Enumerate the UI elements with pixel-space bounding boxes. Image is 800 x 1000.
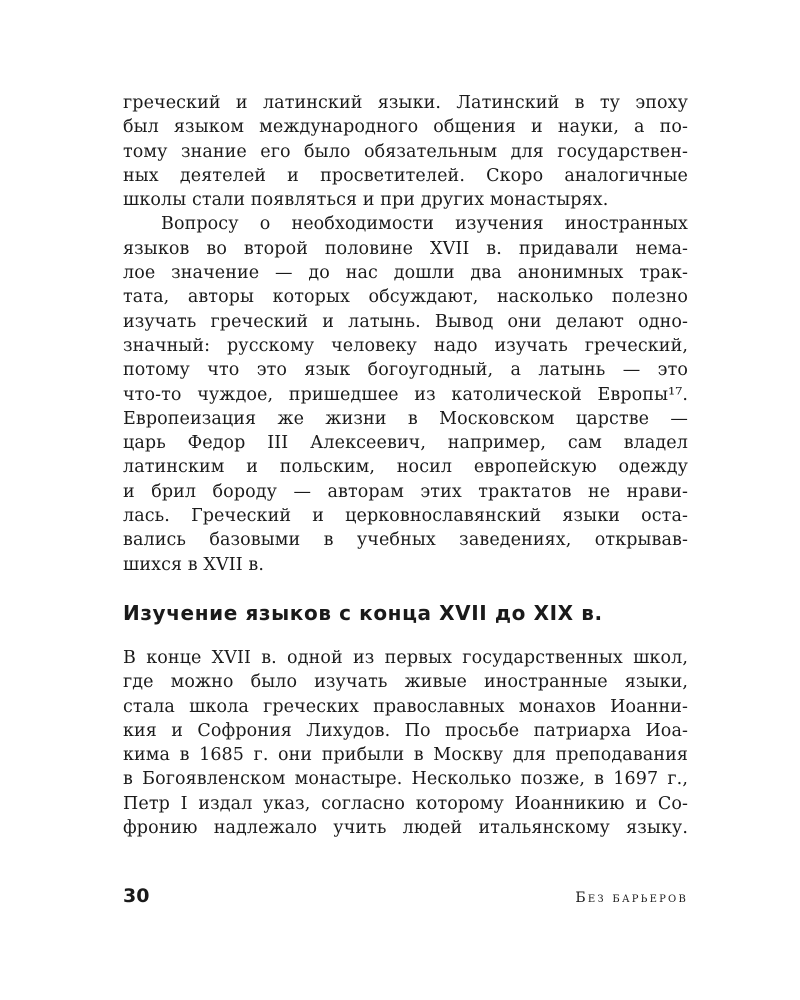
text-line: Петр I издал указ, согласно которому Иоанникию и Со- bbox=[123, 793, 688, 814]
text-line: фронию надлежало учить людей итальянскому языку. bbox=[123, 818, 688, 839]
text-line: лась. Греческий и церковнославянский языки оста- bbox=[123, 506, 688, 527]
text-line: вались базовыми в учебных заведениях, открывав- bbox=[123, 530, 688, 551]
text-line: языков во второй половине XVII в. придавали нема- bbox=[123, 238, 688, 259]
paragraph-3 bbox=[123, 646, 688, 840]
running-title: Без барьеров bbox=[575, 890, 688, 906]
text-line: шихся в XVII в. bbox=[123, 554, 265, 575]
text-line: изучать греческий и латынь. Вывод они делают одно- bbox=[123, 311, 688, 332]
text-line: кия и Софрония Лихудов. По просьбе патриарха Иоа- bbox=[123, 720, 688, 741]
text-line: ных деятелей и просветителей. Скоро аналогичные bbox=[123, 165, 688, 186]
text-line: стала школа греческих православных монахов Иоанни- bbox=[123, 696, 688, 717]
page-number: 30 bbox=[123, 885, 150, 907]
text-line: тому знание его было обязательным для государствен- bbox=[123, 141, 688, 162]
text-line: значный: русскому человеку надо изучать греческий, bbox=[123, 335, 688, 356]
text-line: латинским и польским, носил европейскую одежду bbox=[123, 457, 688, 478]
text-line: Европеизация же жизни в Московском царстве — bbox=[123, 408, 688, 429]
paragraph-1 bbox=[123, 91, 688, 212]
text-line: школы стали появляться и при других монастырях. bbox=[123, 190, 609, 211]
text-line: потому что это язык богоугодный, а латынь — это bbox=[123, 360, 688, 381]
text-line: греческий и латинский языки. Латинский в ту эпоху bbox=[123, 93, 688, 113]
text-line: что-то чуждое, пришедшее из католической Европы¹⁷. bbox=[123, 384, 688, 405]
section-heading: Изучение языков с конца XVII до XIX в. bbox=[123, 601, 603, 625]
text-line: и брил бороду — авторам этих трактатов не нрави- bbox=[123, 481, 688, 502]
text-line: кима в 1685 г. они прибыли в Москву для преподавания bbox=[123, 745, 688, 766]
text-line: Вопросу о необходимости изучения иностранных bbox=[161, 214, 688, 235]
text-line: был языком международного общения и науки, а по- bbox=[123, 117, 688, 138]
paragraph-2 bbox=[123, 212, 688, 576]
text-line: лое значение — до нас дошли два анонимных трак- bbox=[123, 263, 688, 284]
text-line: тата, авторы которых обсуждают, насколько полезно bbox=[123, 287, 688, 308]
text-line: в Богоявленском монастыре. Несколько позже, в 1697 г., bbox=[123, 769, 688, 790]
text-line: царь Федор III Алексеевич, например, сам владел bbox=[123, 433, 688, 454]
body-text-top bbox=[123, 91, 688, 577]
text-line: где можно было изучать живые иностранные языки, bbox=[123, 672, 688, 693]
text-line: В конце XVII в. одной из первых государственных школ, bbox=[123, 648, 688, 668]
body-text-bottom bbox=[123, 646, 688, 840]
